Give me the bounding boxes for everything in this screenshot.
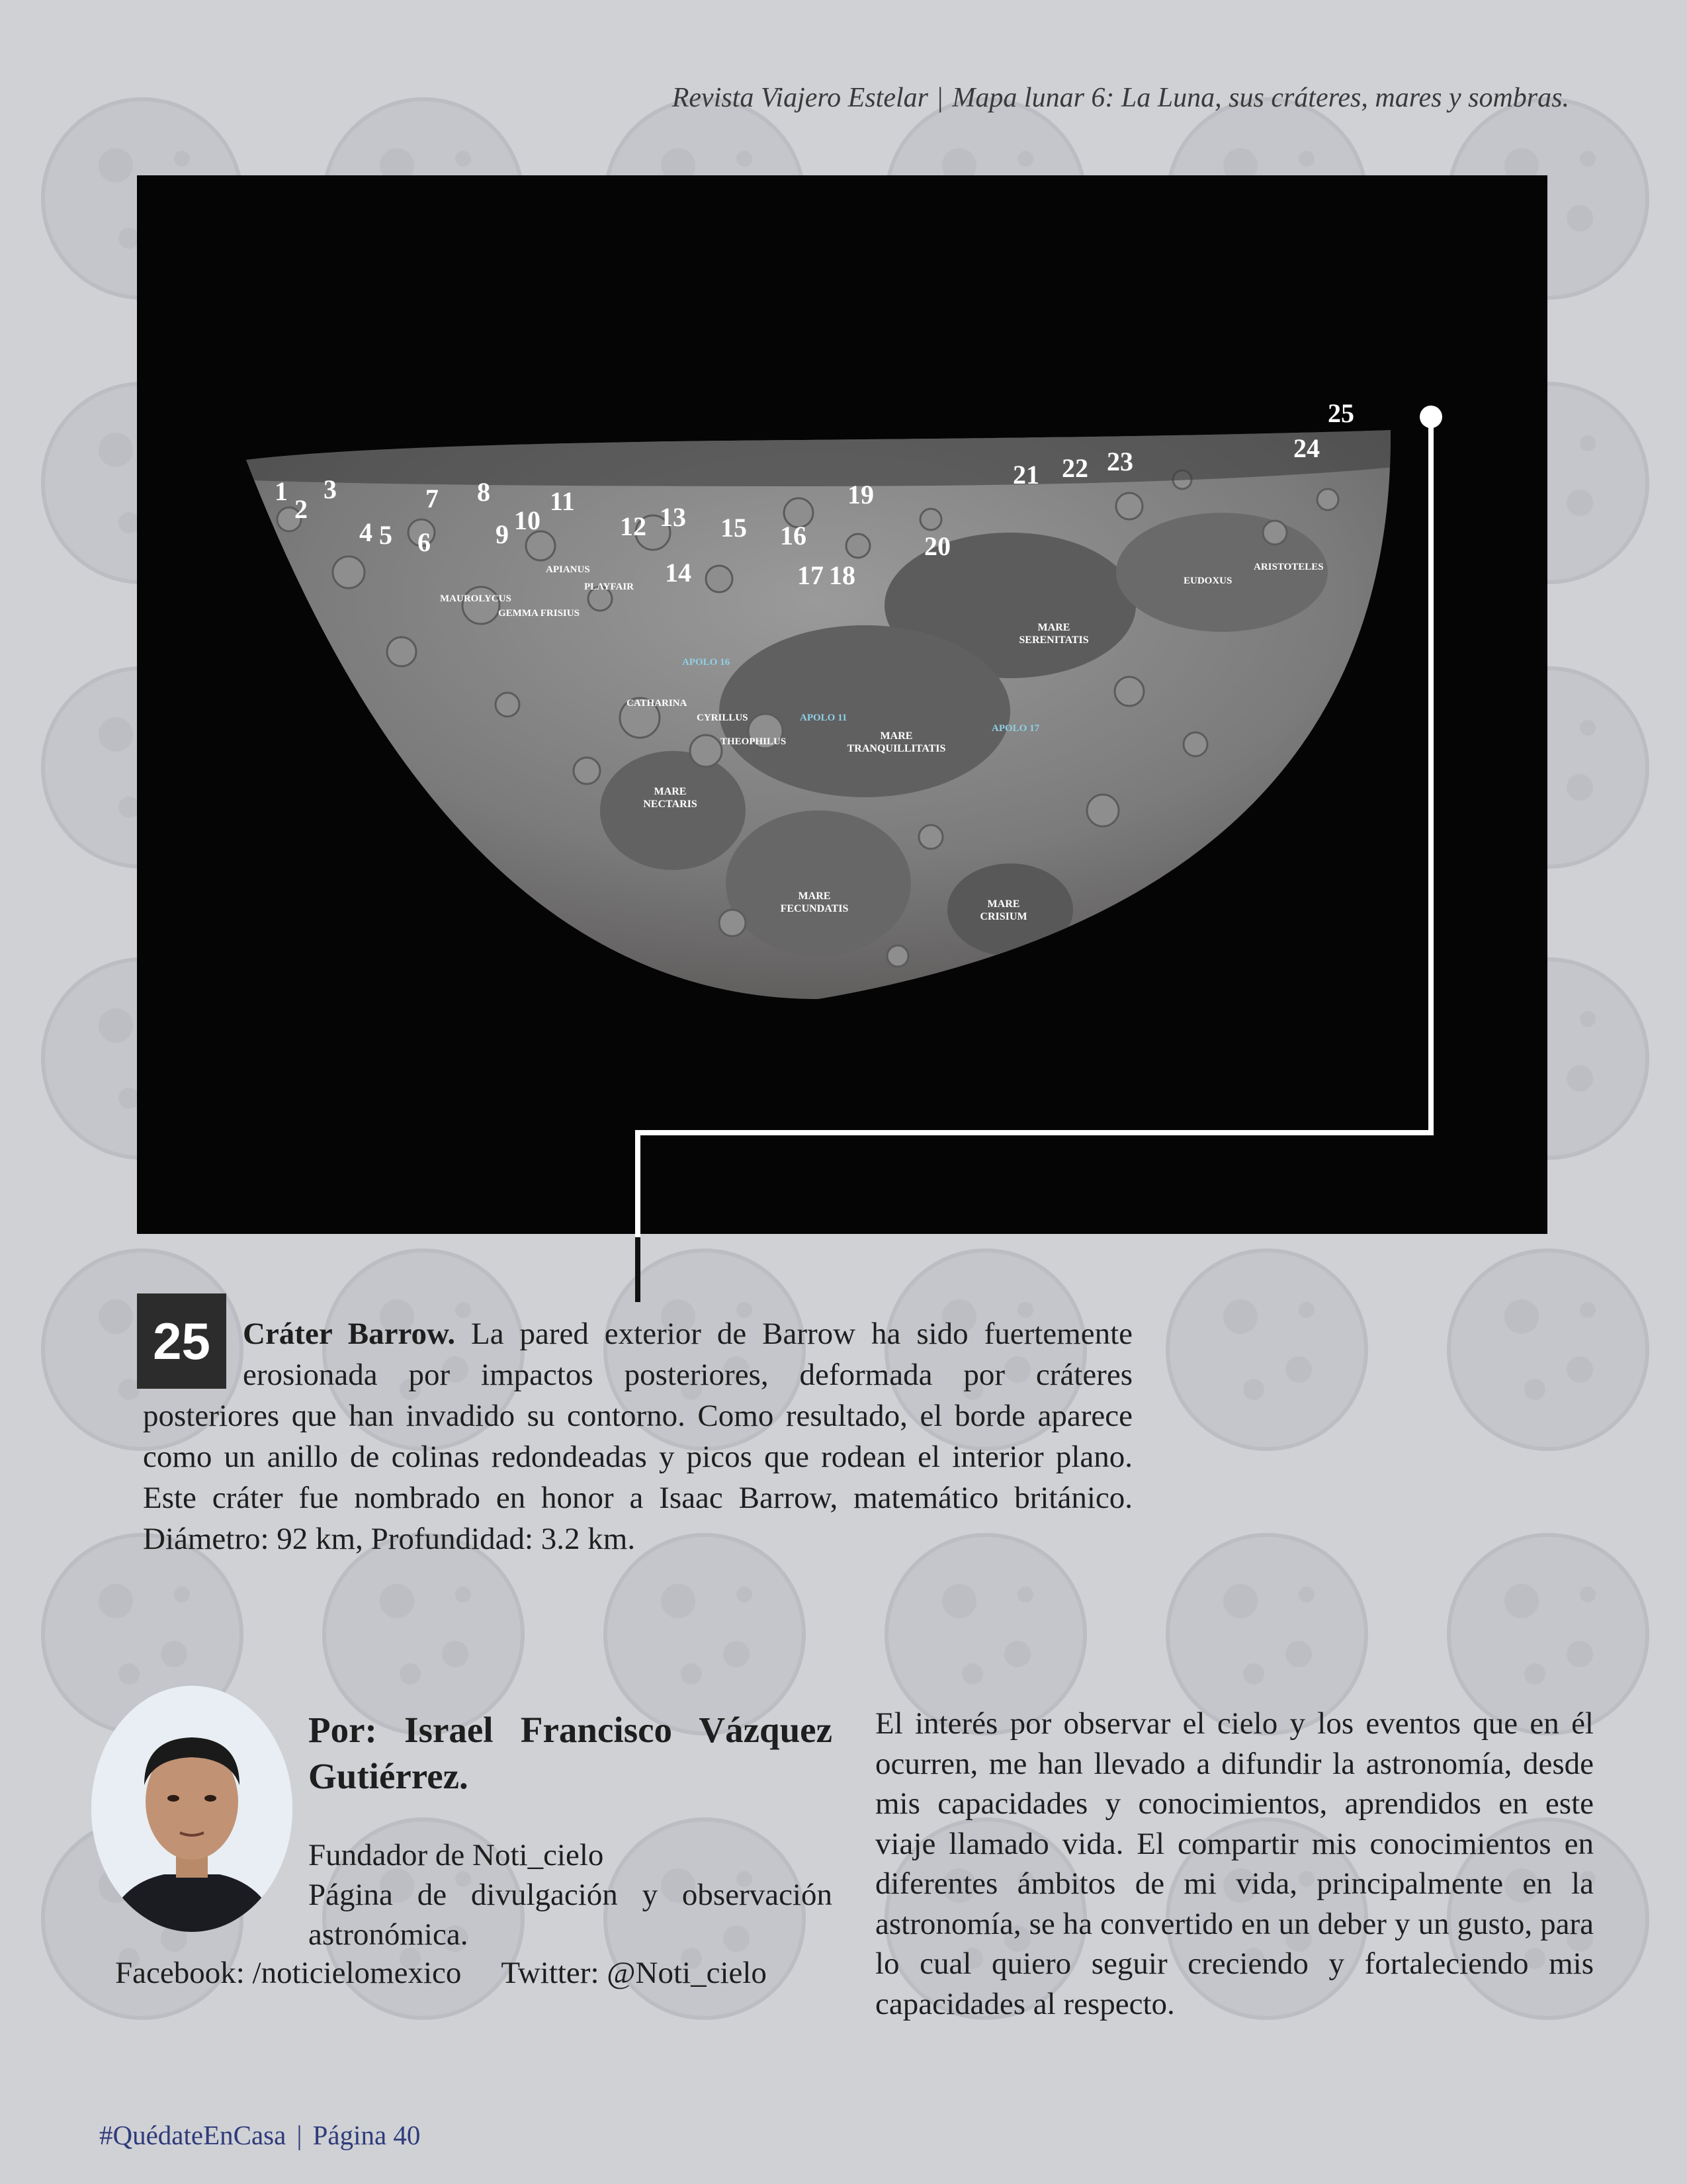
crater-playfair: PLAYFAIR — [584, 582, 634, 592]
apollo-11-label: APOLO 11 — [800, 713, 847, 723]
map-number-11: 11 — [550, 486, 575, 516]
map-number-22: 22 — [1062, 453, 1088, 483]
crater-cyrillus: CYRILLUS — [697, 713, 748, 723]
mare-crisium-label: MARE CRISIUM — [980, 898, 1027, 922]
map-number-21: 21 — [1013, 460, 1039, 490]
map-number-14: 14 — [665, 558, 691, 588]
footer-separator: | — [296, 2120, 302, 2150]
twitter-handle[interactable]: Twitter: @Noti_cielo — [501, 1956, 767, 1990]
crater-gemma-frisius: GEMMA FRISIUS — [498, 608, 580, 619]
map-number-6: 6 — [417, 527, 431, 557]
author-bio: El interés por observar el cielo y los eventos que en él ocurren, me han llevado a difundir la astronomía, desde mis capacidades y conocimientos, aprendidos en este viaje llamado vida. El compartir mis conocimientos en diferentes ámbitos de mi vida, principalmente en la astronomía, se ha convertido en un deber y un gusto, para lo cual quiero seguir creciendo y fortaleciendo mis capacidades al respecto. — [875, 1706, 1594, 2021]
crater-catharina: CATHARINA — [627, 698, 687, 709]
callout-marker-dot — [1420, 406, 1442, 428]
apollo-16-label: APOLO 16 — [682, 657, 730, 668]
map-number-24: 24 — [1293, 433, 1320, 463]
crater-apianus: APIANUS — [546, 564, 590, 575]
header-separator: | — [937, 83, 943, 113]
map-number-18: 18 — [829, 560, 855, 590]
author-role-line1: Fundador de Noti_cielo — [308, 1838, 604, 1872]
map-number-23: 23 — [1107, 447, 1133, 476]
author-role-line2: Página de divulgación y observación astronómica. — [308, 1878, 832, 1952]
map-number-1: 1 — [275, 476, 288, 506]
map-number-13: 13 — [660, 502, 686, 532]
mare-fecunditatis-label: MARE FECUNDATIS — [780, 891, 849, 914]
map-number-20: 20 — [924, 531, 951, 561]
mare-nectaris-label: MARE NECTARIS — [643, 786, 697, 810]
map-number-16: 16 — [780, 521, 806, 550]
mare-tranquillitatis-label: MARE TRANQUILLITATIS — [847, 730, 946, 754]
map-number-8: 8 — [477, 477, 490, 507]
entry-title: Cráter Barrow. — [243, 1317, 456, 1351]
map-number-25: 25 — [1328, 398, 1354, 428]
footer-hashtag: #QuédateEnCasa — [99, 2120, 286, 2150]
map-number-10: 10 — [514, 505, 541, 535]
crater-theophilus: THEOPHILUS — [720, 736, 787, 747]
map-number-12: 12 — [620, 511, 646, 541]
map-number-5: 5 — [379, 520, 392, 550]
crater-aristoteles: ARISTOTELES — [1254, 562, 1324, 572]
map-number-4: 4 — [359, 517, 372, 547]
map-number-9: 9 — [496, 519, 509, 549]
map-number-3: 3 — [324, 474, 337, 504]
page-number: Página 40 — [312, 2120, 421, 2150]
mare-serenitatis-label: MARE SERENITATIS — [1019, 622, 1089, 646]
apollo-17-label: APOLO 17 — [992, 723, 1040, 734]
crater-eudoxus: EUDOXUS — [1184, 576, 1233, 586]
magazine-name: Revista Viajero Estelar — [671, 83, 928, 113]
article-title: Mapa lunar 6: La Luna, sus cráteres, mares y sombras. — [952, 83, 1569, 113]
map-number-7: 7 — [425, 484, 439, 513]
entry-number-badge: 25 — [137, 1293, 226, 1389]
author-name: Por: Israel Francisco Vázquez Gutiérrez. — [308, 1710, 832, 1796]
map-number-19: 19 — [847, 480, 874, 509]
map-number-15: 15 — [720, 513, 747, 543]
crater-maurolycus: MAUROLYCUS — [440, 593, 511, 604]
map-number-17: 17 — [797, 560, 824, 590]
facebook-handle[interactable]: Facebook: /noticielomexico — [115, 1956, 462, 1990]
entry-body: La pared exterior de Barrow ha sido fuertemente erosionada por impactos posteriores, deformada por cráteres posteriores que han invadido su contorno. Como resultado, el borde aparece como un anillo de colinas redondeadas y picos que rodean el interior plano. Este cráter fue nombrado en honor a Isaac Barrow, matemático británico. Diámetro: 92 km, Profundidad: 3.2 km. — [143, 1317, 1133, 1556]
map-number-2: 2 — [294, 494, 308, 524]
